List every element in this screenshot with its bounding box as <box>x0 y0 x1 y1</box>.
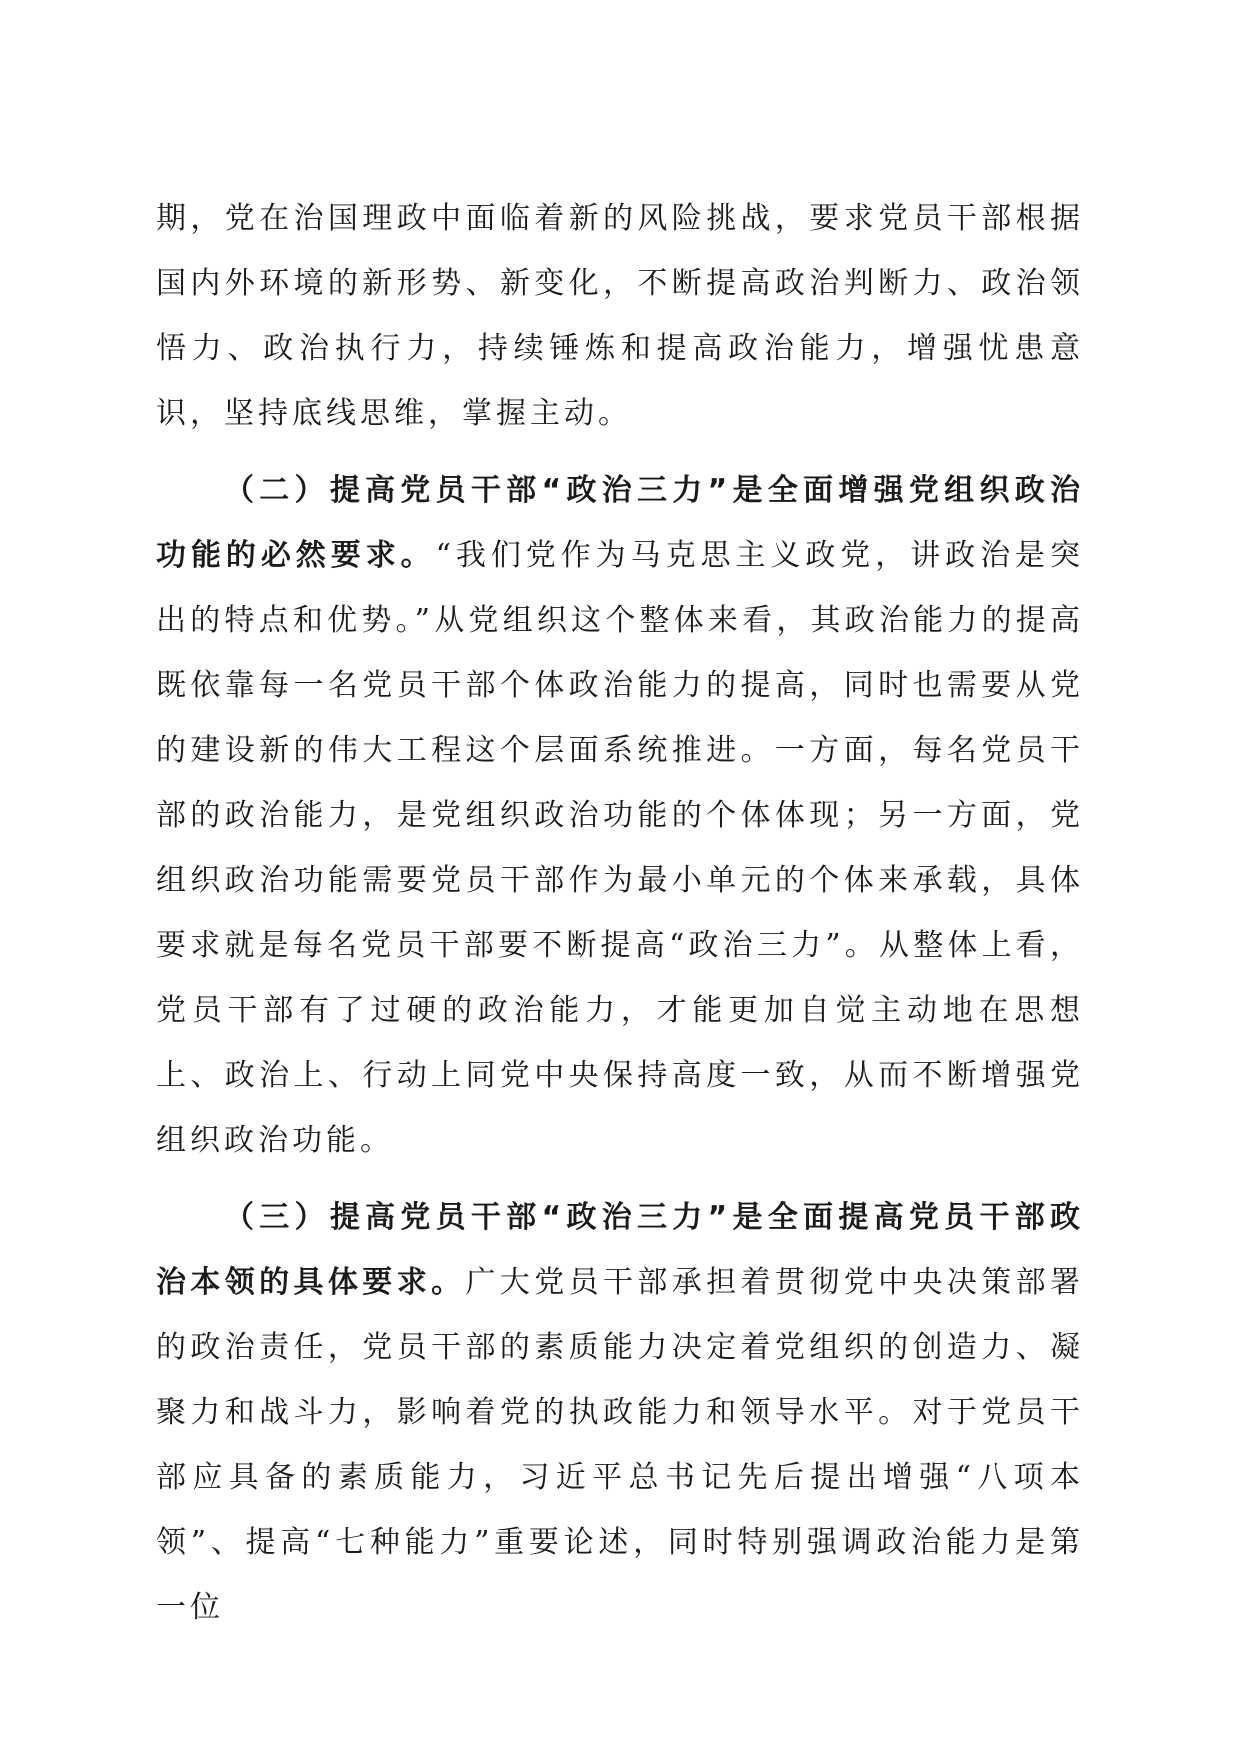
paragraph-section-3 <box>156 1185 1084 1640</box>
section-heading: （三）提高党员干部“政治三力”是全面提高党员干部政治本领的具体要求。 <box>156 1200 1084 1300</box>
paragraph-text: 期，党在治国理政中面临着新的风险挑战，要求党员干部根据国内外环境的新形势、新变化，不断提高政治判断力、政治领悟力、政治执行力，持续锤炼和提高政治能力，增强忧患意识，坚持底线思维，掌握主动。 <box>156 201 1084 431</box>
paragraph-continuation <box>156 186 1084 446</box>
section-heading: （二）提高党员干部“政治三力”是全面增强党组织政治功能的必然要求。 <box>156 473 1084 573</box>
paragraph-text: “我们党作为马克思主义政党，讲政治是突出的特点和优势。”从党组织这个整体来看，其政治能力的提高既依靠每一名党员干部个体政治能力的提高，同时也需要从党的建设新的伟大工程这个层面系统推进。一方面，每名党员干部的政治能力，是党组织政治功能的个体体现；另一方面，党组织政治功能需要党员干部作为最小单元的个体来承载，具体要求就是每名党员干部要不断提高“政治三力”。从整体上看，党员干部有了过硬的政治能力，才能更加自觉主动地在思想上、政治上、行动上同党中央保持高度一致，从而不断增强党组织政治功能。 <box>156 538 1084 1158</box>
paragraph-section-2 <box>156 458 1084 1173</box>
document-page <box>156 186 1084 1640</box>
paragraph-text: 广大党员干部承担着贯彻党中央决策部署的政治责任，党员干部的素质能力决定着党组织的创造力、凝聚力和战斗力，影响着党的执政能力和领导水平。对于党员干部应具备的素质能力，习近平总书记先后提出增强“八项本领”、提高“七种能力”重要论述，同时特别强调政治能力是第一位 <box>156 1265 1085 1625</box>
